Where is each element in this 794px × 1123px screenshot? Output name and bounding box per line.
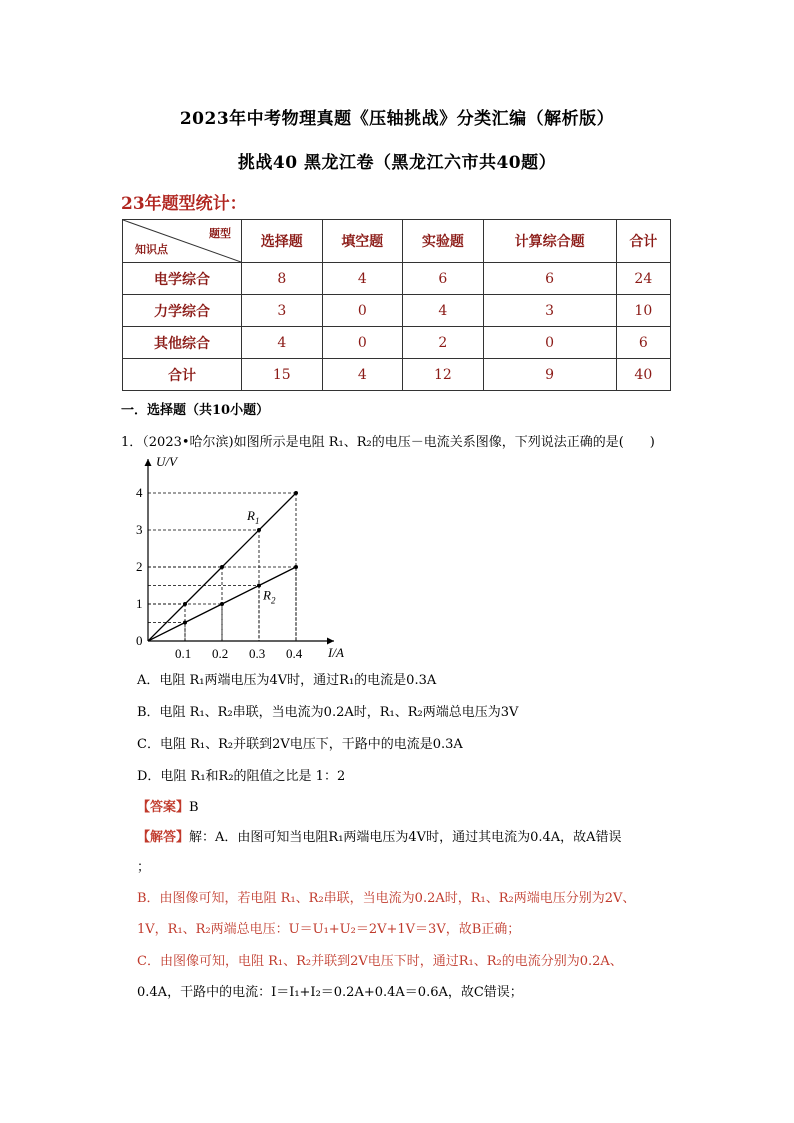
section-heading: 一．选择题（共10小题） [121, 403, 270, 418]
table-cell: 6 [616, 327, 670, 359]
table-cell: 3 [483, 295, 616, 327]
table-cell: 4 [322, 359, 403, 391]
analysis-b-2: 1V，R₁、R₂两端总电压：U＝U₁+U₂＝2V+1V＝3V，故B正确； [137, 922, 521, 937]
col-header: 选择题 [242, 220, 323, 263]
series-label-r1: $R_1$ [247, 508, 260, 526]
option-c: C．电阻 R₁、R₂并联到2V电压下，干路中的电流是0.3A [137, 737, 463, 752]
y-tick-label: 1 [136, 596, 143, 611]
analysis-tag: 【解答】 [137, 830, 190, 845]
data-point [220, 565, 224, 569]
table-cell: 12 [403, 359, 484, 391]
answer-line [137, 796, 199, 815]
table-cell: 15 [242, 359, 323, 391]
col-header: 合计 [616, 220, 670, 263]
table-cell: 6 [483, 263, 616, 295]
table-row [123, 295, 671, 327]
table-cell: 6 [403, 263, 484, 295]
table-cell: 0 [322, 295, 403, 327]
analysis-b-1: B．由图像可知，若电阻 R₁、R₂串联，当电流为0.2A时，R₁、R₂两端电压分别为2V、 [137, 891, 636, 906]
stats-header-row [123, 220, 671, 263]
table-cell: 9 [483, 359, 616, 391]
document-title: 2023年中考物理真题《压轴挑战》分类汇编（解析版） [179, 109, 615, 129]
stats-heading: 23年题型统计： [121, 194, 247, 214]
analysis-a-text: 解：A．由图可知当电阻R₁两端电压为4V时，通过其电流为0.4A，故A错误 [189, 830, 622, 845]
table-cell: 4 [242, 327, 323, 359]
col-header: 计算综合题 [483, 220, 616, 263]
x-tick-label: 0.4 [286, 646, 303, 661]
origin-label: 0 [136, 633, 143, 648]
analysis-a [137, 826, 622, 845]
row-label: 合计 [123, 359, 242, 391]
col-header: 填空题 [322, 220, 403, 263]
data-point [257, 584, 261, 588]
corner-label-type: 题型 [209, 227, 231, 240]
y-tick-label: 3 [136, 522, 143, 537]
ui-chart [132, 450, 362, 665]
row-label: 其他综合 [123, 327, 242, 359]
table-row [123, 327, 671, 359]
answer-value: B [189, 800, 199, 815]
answer-tag: 【答案】 [137, 800, 190, 815]
data-point [183, 602, 187, 606]
y-tick-label: 4 [136, 485, 143, 500]
table-cell: 0 [483, 327, 616, 359]
data-point [294, 565, 298, 569]
table-row [123, 263, 671, 295]
table-cell: 4 [403, 295, 484, 327]
table-cell: 8 [242, 263, 323, 295]
option-a: A．电阻 R₁两端电压为4V时，通过R₁的电流是0.3A [137, 673, 437, 688]
row-label: 电学综合 [123, 263, 242, 295]
data-point [257, 528, 261, 532]
table-cell: 4 [322, 263, 403, 295]
data-point [220, 602, 224, 606]
table-row [123, 359, 671, 391]
stats-table [122, 219, 671, 391]
table-cell: 3 [242, 295, 323, 327]
y-axis-label: U/V [156, 454, 177, 469]
series-label-r2: $R_2$ [263, 587, 276, 606]
y-tick-label: 2 [136, 559, 143, 574]
table-cell: 24 [616, 263, 670, 295]
x-tick-label: 0.2 [212, 646, 229, 661]
analysis-a-end: ； [137, 860, 151, 875]
question-stem: 1．（2023•哈尔滨)如图所示是电阻 R₁、R₂的电压－电流关系图像，下列说法正确的是( ) [121, 435, 655, 450]
document-subtitle: 挑战40 黑龙江卷（黑龙江六市共40题） [237, 153, 557, 173]
table-cell: 0 [322, 327, 403, 359]
x-tick-label: 0.1 [175, 646, 192, 661]
table-cell: 40 [616, 359, 670, 391]
stats-corner-cell [123, 220, 242, 263]
data-point [183, 621, 187, 625]
corner-label-topic: 知识点 [135, 243, 168, 256]
data-point [294, 491, 298, 495]
option-d: D．电阻 R₁和R₂的阻值之比是 1：2 [137, 769, 346, 784]
option-b: B．电阻 R₁、R₂串联，当电流为0.2A时，R₁、R₂两端总电压为3V [137, 705, 519, 720]
x-axis-label: I/A [328, 645, 344, 660]
table-cell: 2 [403, 327, 484, 359]
row-label: 力学综合 [123, 295, 242, 327]
analysis-c-2: 0.4A，干路中的电流：I＝I₁+I₂＝0.2A+0.4A＝0.6A，故C错误； [137, 985, 523, 1000]
x-tick-label: 0.3 [249, 646, 266, 661]
table-cell: 10 [616, 295, 670, 327]
col-header: 实验题 [403, 220, 484, 263]
analysis-c-1: C．由图像可知，电阻 R₁、R₂并联到2V电压下时，通过R₁、R₂的电流分别为0.2A、 [137, 954, 623, 969]
